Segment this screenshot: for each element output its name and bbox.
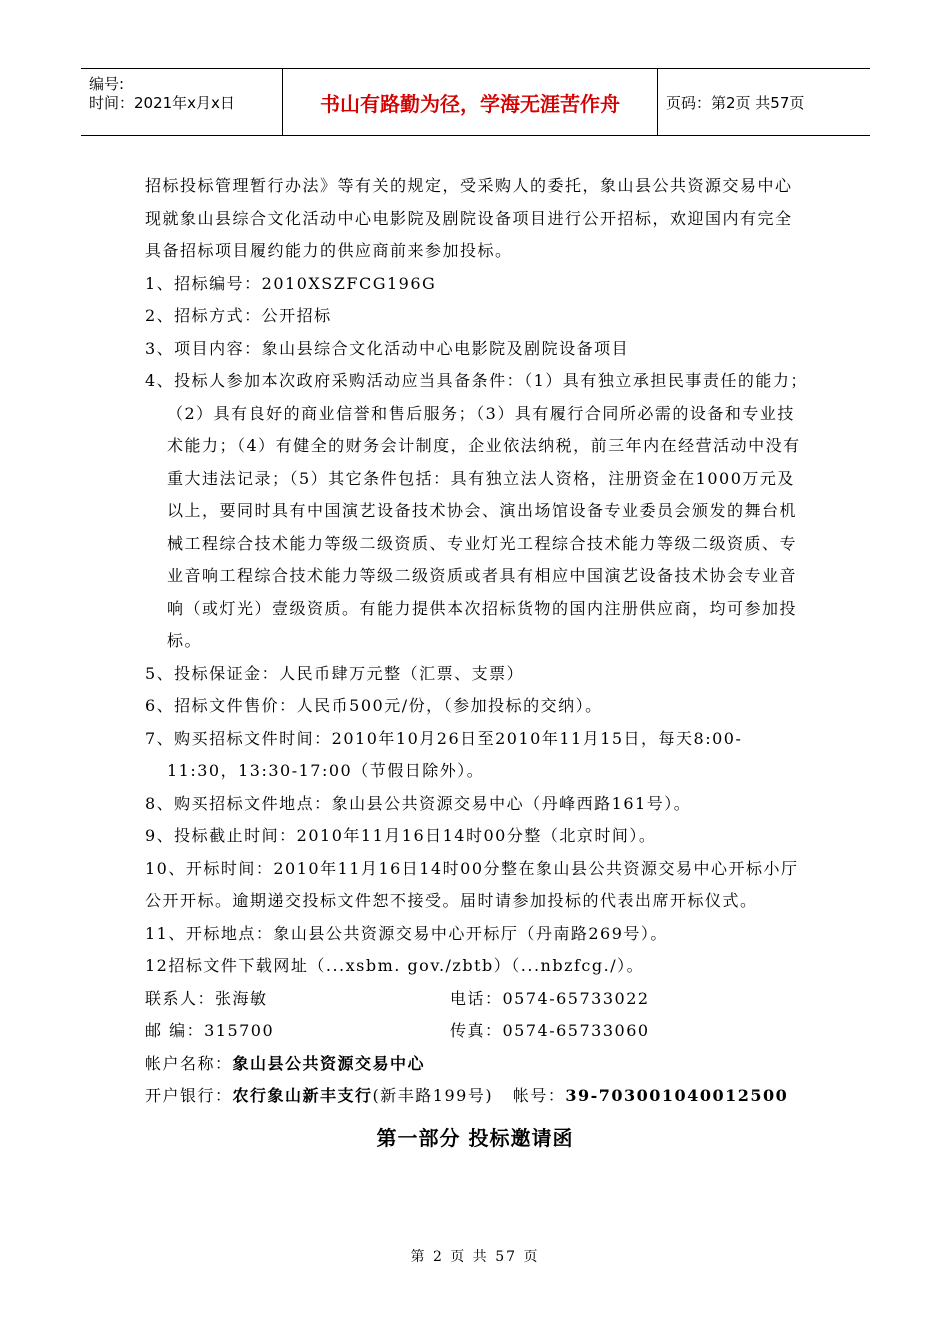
bank-name: 农行象山新丰支行	[232, 1086, 373, 1105]
list-item: 11、开标地点：象山县公共资源交易中心开标厅（丹南路269号）。	[145, 923, 668, 943]
list-item: 9、投标截止时间：2010年11月16日14时00分整（北京时间）。	[145, 826, 657, 845]
contact-person: 联系人：张海敏	[145, 988, 268, 1008]
page-footer: 第 2 页 共 57 页	[410, 1249, 540, 1265]
list-item: 7、购买招标文件时间：2010年10月26日至2010年11月15日，每天8:00-11:30，13:30-17:00（节假日除外）。	[145, 728, 743, 780]
list-item: 5、投标保证金：人民币肆万元整（汇票、支票）	[145, 663, 525, 683]
list-item: 10、开标时间：2010年11月16日14时00分整在象山县公共资源交易中心开标小厅公开开标。逾期递交投标文件恕不接受。届时请参加投标的代表出席开标仪式。	[145, 858, 799, 910]
contact-phone: 电话：0574-65733022	[450, 988, 650, 1008]
bank-row	[145, 1080, 809, 1113]
document-body	[145, 170, 809, 1113]
header-page-number: 页码：第2页 共57页	[666, 93, 805, 112]
contact-row	[145, 983, 809, 1016]
account-number-label: 帐号：	[512, 1086, 566, 1105]
list-item: 12招标文件下载网址（...xsbm. gov./zbtb）（...nbzfcg./）。	[145, 956, 645, 975]
account-name: 象山县公共资源交易中心	[232, 1053, 426, 1073]
document-time: 时间：2021年x月x日	[89, 94, 235, 112]
section-title: 第一部分 投标邀请函	[376, 1126, 574, 1150]
contact-fax: 传真：0574-65733060	[450, 1021, 650, 1040]
account-name-label: 帐户名称：	[145, 1053, 233, 1073]
account-name-row	[145, 1048, 809, 1081]
page-header	[81, 68, 870, 136]
list-item: 8、购买招标文件地点：象山县公共资源交易中心（丹峰西路161号）。	[145, 793, 692, 813]
list-item: 1、招标编号：2010XSZFCG196G	[145, 273, 437, 293]
postcode: 邮 编：315700	[145, 1021, 275, 1040]
header-motto: 书山有路勤为径，学海无涯苦作舟	[283, 69, 658, 135]
bank-label: 开户银行：	[145, 1086, 233, 1105]
list-item: 4、投标人参加本次政府采购活动应当具备条件：（1）具有独立承担民事责任的能力；（2）具有良好的商业信誉和售后服务；（3）具有履行合同所必需的设备和专业技术能力；（4）有健全的财务会计制度，企业依法纳税，前三年内在经营活动中没有重大违法记录；（5）其它条件包括：具有独立法人资格，注册资金在1000万元及以上，要同时具有中国演艺设备技术协会、演出场馆设备专业委员会颁发的舞台机械工程综合技术能力等级二级资质、专业灯光工程综合技术能力等级二级资质、专业音响工程综合技术能力等级二级资质或者具有相应中国演艺设备技术协会专业音响（或灯光）壹级资质。有能力提供本次招标货物的国内注册供应商，均可参加投标。	[145, 371, 808, 650]
list-item: 2、招标方式：公开招标	[145, 306, 332, 325]
document-number-label: 编号:	[89, 75, 125, 93]
account-number: 39-703001040012500	[565, 1086, 789, 1105]
postcode-row	[145, 1015, 809, 1048]
intro-paragraph: 招标投标管理暂行办法》等有关的规定，受采购人的委托，象山县公共资源交易中心现就象山县综合文化活动中心电影院及剧院设备项目进行公开招标，欢迎国内有完全具备招标项目履约能力的供应商前来参加投标。	[145, 176, 793, 260]
header-meta	[81, 69, 283, 135]
bank-address: (新丰路199号)	[372, 1086, 494, 1105]
list-item: 6、招标文件售价：人民币500元/份，（参加投标的交纳）。	[145, 696, 603, 715]
list-item: 3、项目内容：象山县综合文化活动中心电影院及剧院设备项目	[145, 338, 630, 358]
